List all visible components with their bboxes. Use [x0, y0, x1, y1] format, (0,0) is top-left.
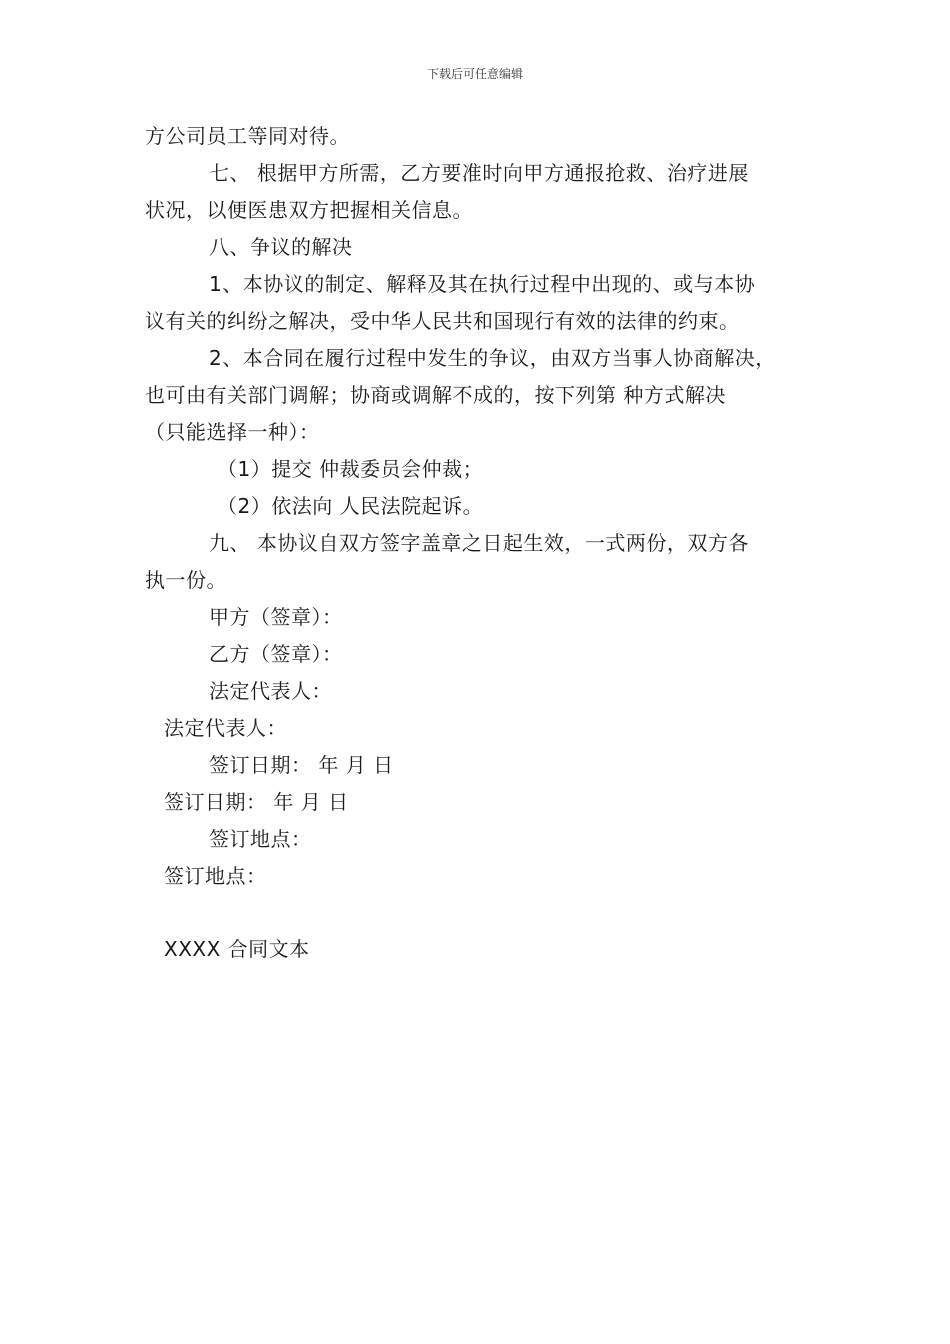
spacer: [145, 895, 810, 931]
sign-place-b: 签订地点：: [164, 864, 267, 888]
party-a-signature: 甲方（签章）：: [209, 605, 343, 629]
sign-place-a: 签订地点：: [209, 827, 312, 851]
clause-9: 九、 本协议自双方签字盖章之日起生效，一式两份，双方各: [209, 531, 749, 555]
option-1: （1）提交 仲裁委员会仲裁；: [217, 457, 484, 481]
sign-date-b: 签订日期： 年 月 日: [164, 790, 349, 814]
document-body: [145, 118, 810, 968]
document-footer-title: XXXX 合同文本: [164, 937, 310, 961]
clause-8-2: 2、本合同在履行过程中发生的争议，由双方当事人协商解决，: [209, 346, 776, 370]
text-line: （只能选择一种）：: [145, 420, 320, 444]
text-line: 状况，以便医患双方把握相关信息。: [145, 198, 473, 222]
page-header: 下载后可任意编辑: [426, 67, 523, 81]
sign-date-a: 签订日期： 年 月 日: [209, 753, 394, 777]
section-heading-8: 八、争议的解决: [209, 235, 353, 259]
clause-7: 七、 根据甲方所需，乙方要准时向甲方通报抢救、治疗进展: [209, 161, 749, 185]
text-line: 方公司员工等同对待。: [145, 124, 350, 148]
party-b-signature: 乙方（签章）：: [209, 642, 343, 666]
legal-rep-b: 法定代表人：: [164, 716, 287, 740]
option-2: （2）依法向 人民法院起诉。: [217, 494, 484, 518]
text-line: 执一份。: [145, 568, 227, 592]
text-line: 也可由有关部门调解；协商或调解不成的，按下列第 种方式解决: [145, 383, 726, 407]
text-line: 议有关的纠纷之解决，受中华人民共和国现行有效的法律的约束。: [145, 309, 740, 333]
legal-rep-a: 法定代表人：: [209, 679, 332, 703]
clause-8-1: 1、本协议的制定、解释及其在执行过程中出现的、或与本协: [209, 272, 756, 296]
